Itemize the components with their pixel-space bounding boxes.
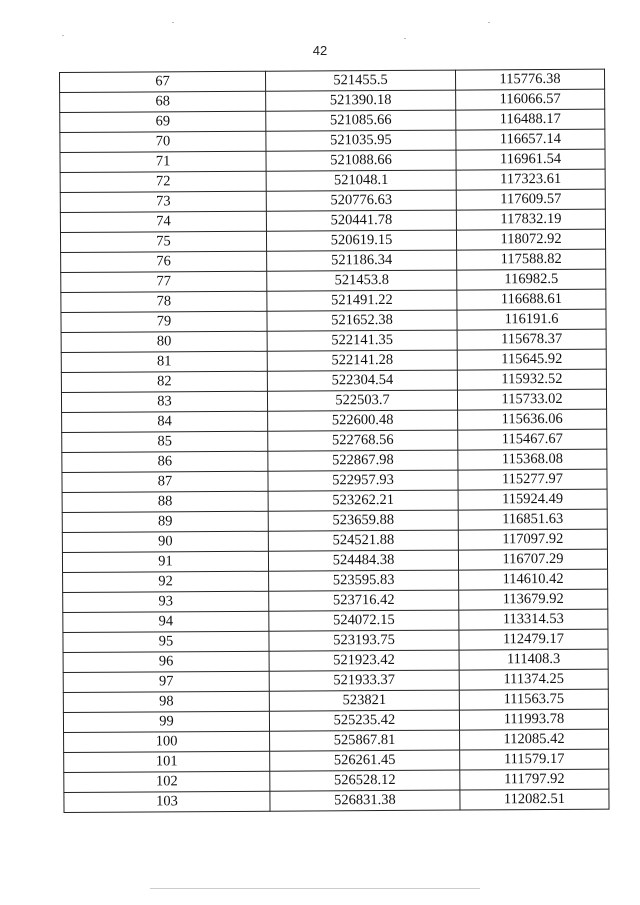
y-coordinate-cell: 113679.92	[459, 589, 608, 610]
table-row	[63, 589, 608, 612]
table-row	[62, 449, 607, 472]
y-coordinate-cell: 116066.57	[456, 89, 605, 110]
y-coordinate-cell: 111797.92	[460, 769, 609, 790]
x-coordinate-cell: 521035.95	[266, 130, 456, 151]
x-coordinate-cell: 520776.63	[266, 190, 456, 211]
coordinates-table	[59, 69, 610, 813]
table-row	[63, 709, 608, 732]
point-number-cell: 97	[63, 671, 269, 692]
table-row	[63, 649, 608, 672]
table-row	[63, 569, 608, 592]
x-coordinate-cell: 520619.15	[266, 230, 456, 251]
point-number-cell: 101	[64, 751, 270, 772]
point-number-cell: 91	[62, 551, 268, 572]
x-coordinate-cell: 522503.7	[267, 390, 457, 411]
table-row	[61, 249, 606, 272]
x-coordinate-cell: 522957.93	[268, 470, 458, 491]
y-coordinate-cell: 117323.61	[456, 169, 605, 190]
x-coordinate-cell: 522600.48	[268, 410, 458, 431]
table-row	[64, 789, 609, 812]
y-coordinate-cell: 116488.17	[456, 109, 605, 130]
table-row	[63, 609, 608, 632]
table-row	[60, 89, 605, 112]
table-row	[62, 509, 607, 532]
table-row	[61, 389, 606, 412]
point-number-cell: 87	[62, 471, 268, 492]
y-coordinate-cell: 116707.29	[458, 549, 607, 570]
y-coordinate-cell: 115467.67	[458, 429, 607, 450]
y-coordinate-cell: 111408.3	[459, 649, 608, 670]
y-coordinate-cell: 116191.6	[457, 309, 606, 330]
point-number-cell: 83	[61, 391, 267, 412]
y-coordinate-cell: 115924.49	[458, 489, 607, 510]
x-coordinate-cell: 521088.66	[266, 150, 456, 171]
table-body	[60, 69, 610, 812]
x-coordinate-cell: 521390.18	[266, 90, 456, 111]
table-row	[61, 269, 606, 292]
x-coordinate-cell: 526261.45	[270, 750, 460, 771]
x-coordinate-cell: 523595.83	[269, 570, 459, 591]
x-coordinate-cell: 522141.35	[267, 330, 457, 351]
x-coordinate-cell: 523821	[269, 690, 459, 711]
table-row	[61, 349, 606, 372]
y-coordinate-cell: 115368.08	[458, 449, 607, 470]
table-row	[61, 329, 606, 352]
x-coordinate-cell: 521455.5	[265, 70, 455, 91]
table-row	[62, 469, 607, 492]
y-coordinate-cell: 117609.57	[456, 189, 605, 210]
table-row	[63, 629, 608, 652]
x-coordinate-cell: 521652.38	[267, 310, 457, 331]
scan-speck	[172, 22, 174, 23]
table-row	[62, 549, 607, 572]
table-row	[60, 109, 605, 132]
x-coordinate-cell: 525235.42	[269, 710, 459, 731]
table-row	[60, 209, 605, 232]
y-coordinate-cell: 116688.61	[457, 289, 606, 310]
point-number-cell: 93	[63, 591, 269, 612]
y-coordinate-cell: 111579.17	[460, 749, 609, 770]
y-coordinate-cell: 114610.42	[459, 569, 608, 590]
y-coordinate-cell: 112479.17	[459, 629, 608, 650]
scan-speck	[62, 35, 64, 36]
scan-speck	[404, 38, 406, 39]
point-number-cell: 98	[63, 691, 269, 712]
y-coordinate-cell: 116961.54	[456, 149, 605, 170]
table-row	[64, 749, 609, 772]
table-row	[60, 69, 605, 92]
y-coordinate-cell: 112085.42	[460, 729, 609, 750]
y-coordinate-cell: 117832.19	[456, 209, 605, 230]
y-coordinate-cell: 111374.25	[459, 669, 608, 690]
point-number-cell: 67	[60, 71, 266, 92]
point-number-cell: 90	[62, 531, 268, 552]
y-coordinate-cell: 117588.82	[457, 249, 606, 270]
point-number-cell: 84	[62, 411, 268, 432]
x-coordinate-cell: 522304.54	[267, 370, 457, 391]
x-coordinate-cell: 523262.21	[268, 490, 458, 511]
point-number-cell: 68	[60, 91, 266, 112]
y-coordinate-cell: 115645.92	[457, 349, 606, 370]
point-number-cell: 88	[62, 491, 268, 512]
table-row	[63, 689, 608, 712]
point-number-cell: 69	[60, 111, 266, 132]
table-row	[60, 229, 605, 252]
x-coordinate-cell: 523659.88	[268, 510, 458, 531]
y-coordinate-cell: 115932.52	[457, 369, 606, 390]
y-coordinate-cell: 118072.92	[456, 229, 605, 250]
point-number-cell: 74	[60, 211, 266, 232]
x-coordinate-cell: 521085.66	[266, 110, 456, 131]
point-number-cell: 89	[62, 511, 268, 532]
x-coordinate-cell: 521923.42	[269, 650, 459, 671]
point-number-cell: 71	[60, 151, 266, 172]
point-number-cell: 92	[63, 571, 269, 592]
point-number-cell: 86	[62, 451, 268, 472]
scan-speck	[488, 22, 490, 23]
table-row	[64, 769, 609, 792]
table-row	[61, 369, 606, 392]
y-coordinate-cell: 115776.38	[455, 69, 604, 90]
point-number-cell: 77	[61, 271, 267, 292]
point-number-cell: 99	[63, 711, 269, 732]
x-coordinate-cell: 522768.56	[268, 430, 458, 451]
table-row	[62, 489, 607, 512]
table-row	[62, 529, 607, 552]
table-row	[60, 169, 605, 192]
y-coordinate-cell: 113314.53	[459, 609, 608, 630]
x-coordinate-cell: 521933.37	[269, 670, 459, 691]
page-number: 42	[312, 43, 328, 58]
y-coordinate-cell: 115733.02	[457, 389, 606, 410]
x-coordinate-cell: 526528.12	[270, 770, 460, 791]
table-row	[62, 429, 607, 452]
point-number-cell: 94	[63, 611, 269, 632]
y-coordinate-cell: 117097.92	[458, 529, 607, 550]
table-row	[60, 149, 605, 172]
point-number-cell: 82	[61, 371, 267, 392]
y-coordinate-cell: 115678.37	[457, 329, 606, 350]
x-coordinate-cell: 524072.15	[269, 610, 459, 631]
x-coordinate-cell: 526831.38	[270, 790, 460, 811]
table-row	[61, 289, 606, 312]
scan-edge-line	[150, 888, 480, 889]
table-row	[62, 409, 607, 432]
x-coordinate-cell: 523716.42	[269, 590, 459, 611]
x-coordinate-cell: 521048.1	[266, 170, 456, 191]
x-coordinate-cell: 522141.28	[267, 350, 457, 371]
y-coordinate-cell: 116851.63	[458, 509, 607, 530]
x-coordinate-cell: 521491.22	[267, 290, 457, 311]
y-coordinate-cell: 115636.06	[458, 409, 607, 430]
y-coordinate-cell: 116982.5	[457, 269, 606, 290]
x-coordinate-cell: 523193.75	[269, 630, 459, 651]
y-coordinate-cell: 111563.75	[459, 689, 608, 710]
point-number-cell: 75	[60, 231, 266, 252]
table-row	[64, 729, 609, 752]
point-number-cell: 81	[61, 351, 267, 372]
x-coordinate-cell: 524521.88	[268, 530, 458, 551]
point-number-cell: 103	[64, 791, 270, 812]
x-coordinate-cell: 520441.78	[266, 210, 456, 231]
table-row	[60, 189, 605, 212]
point-number-cell: 72	[60, 171, 266, 192]
point-number-cell: 73	[60, 191, 266, 212]
point-number-cell: 85	[62, 431, 268, 452]
table-row	[63, 669, 608, 692]
table-row	[61, 309, 606, 332]
x-coordinate-cell: 521453.8	[267, 270, 457, 291]
point-number-cell: 100	[64, 731, 270, 752]
point-number-cell: 102	[64, 771, 270, 792]
x-coordinate-cell: 522867.98	[268, 450, 458, 471]
point-number-cell: 95	[63, 631, 269, 652]
point-number-cell: 96	[63, 651, 269, 672]
x-coordinate-cell: 524484.38	[268, 550, 458, 571]
y-coordinate-cell: 111993.78	[459, 709, 608, 730]
x-coordinate-cell: 525867.81	[270, 730, 460, 751]
point-number-cell: 76	[61, 251, 267, 272]
point-number-cell: 80	[61, 331, 267, 352]
x-coordinate-cell: 521186.34	[267, 250, 457, 271]
y-coordinate-cell: 116657.14	[456, 129, 605, 150]
point-number-cell: 78	[61, 291, 267, 312]
point-number-cell: 79	[61, 311, 267, 332]
y-coordinate-cell: 115277.97	[458, 469, 607, 490]
y-coordinate-cell: 112082.51	[460, 789, 609, 810]
point-number-cell: 70	[60, 131, 266, 152]
table-row	[60, 129, 605, 152]
